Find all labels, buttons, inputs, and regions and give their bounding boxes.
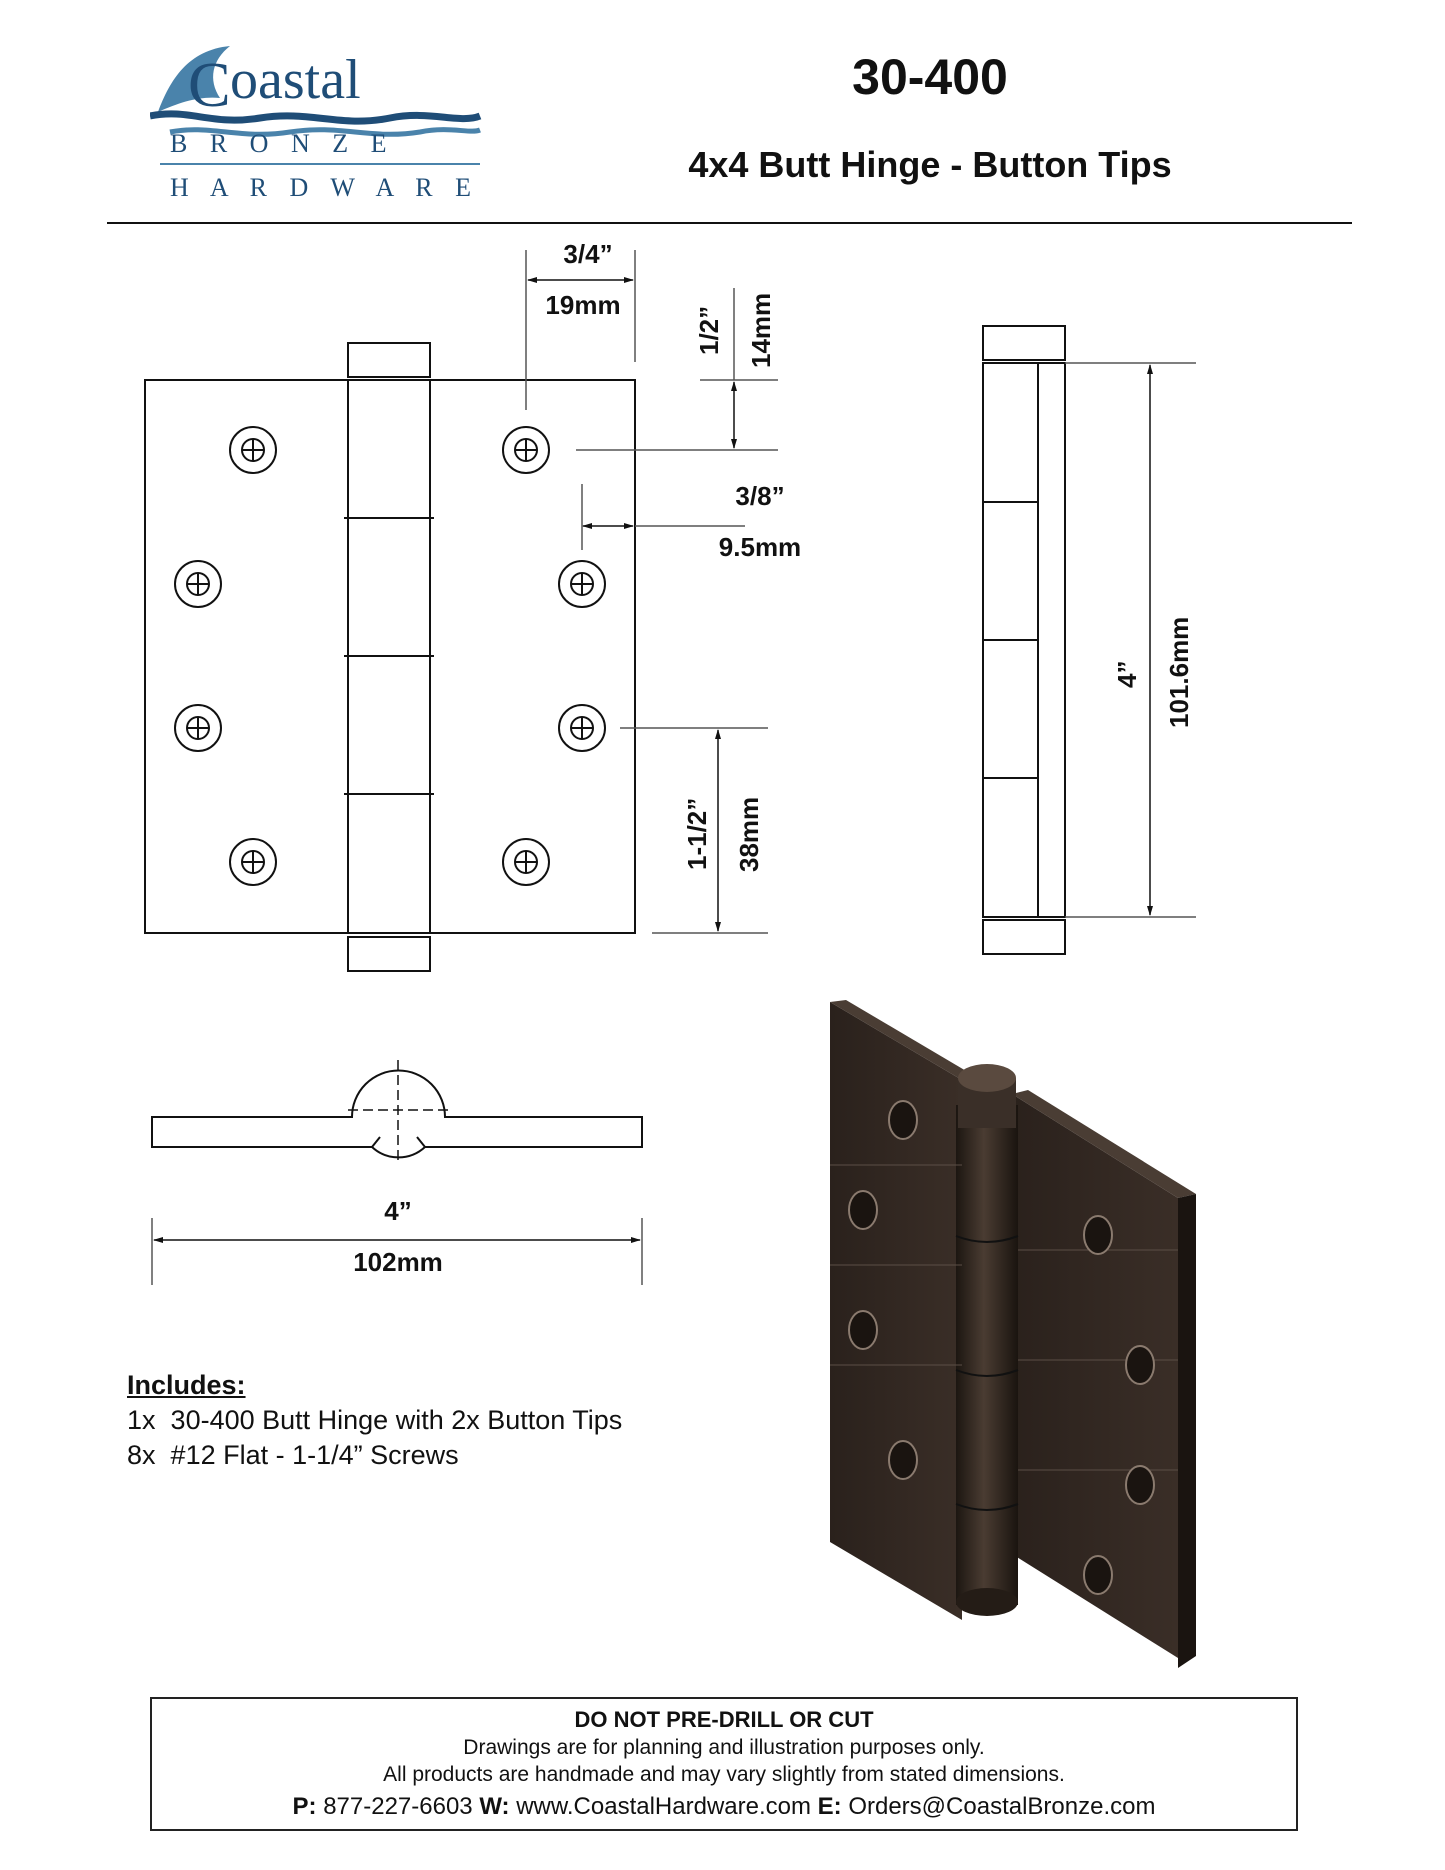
top-view	[152, 1071, 642, 1158]
screw-hole	[503, 427, 549, 473]
footer-notice-box	[150, 1697, 1298, 1831]
dim-label-knuckle-mm: 19mm	[545, 290, 621, 320]
website-link[interactable]: www.CoastalHardware.com	[516, 1793, 811, 1820]
includes-item-qty: 8x	[127, 1440, 156, 1470]
includes-section	[127, 1368, 687, 1473]
includes-item-qty: 1x	[127, 1405, 156, 1435]
dim-label-width-mm: 102mm	[353, 1247, 443, 1277]
includes-item	[127, 1403, 687, 1438]
render-left-leaf	[830, 1002, 962, 1620]
top-view-notch	[372, 1137, 380, 1147]
includes-title: Includes:	[127, 1370, 246, 1400]
footer-warning: DO NOT PRE-DRILL OR CUT	[574, 1707, 874, 1732]
email-label: E:	[817, 1793, 842, 1820]
screw-hole	[503, 839, 549, 885]
top-view-profile	[152, 1071, 642, 1158]
dim-label-edge-mm: 9.5mm	[718, 532, 802, 562]
side-top-tip	[983, 326, 1065, 360]
dim-label-knuckle-in: 3/4”	[563, 239, 613, 269]
phone-label: P:	[292, 1793, 317, 1820]
logo-hardware-text: H A R D W A R E	[170, 173, 480, 202]
logo-initial: C	[188, 49, 231, 120]
includes-item	[127, 1438, 687, 1473]
dim-label-top-mm: 14mm	[746, 292, 776, 368]
top-view-centerline	[348, 1060, 450, 1160]
render-right-leaf-edge	[1178, 1194, 1196, 1668]
render-barrel	[956, 1105, 1018, 1605]
dim-label-bottom-in: 1-1/2”	[682, 797, 712, 870]
dim-label-bottom-mm: 38mm	[734, 796, 764, 872]
bottom-button-tip	[348, 937, 430, 971]
screw-hole	[230, 839, 276, 885]
screw-hole	[559, 561, 605, 607]
part-number: 30-400	[852, 49, 1008, 105]
dim-label-width-in: 4”	[384, 1196, 412, 1226]
dim-label-height-mm: 101.6mm	[1164, 616, 1194, 728]
screw-hole	[230, 427, 276, 473]
side-bottom-tip	[983, 920, 1065, 954]
screw-hole	[175, 561, 221, 607]
dim-label-edge-in: 3/8”	[735, 481, 785, 511]
dim-knuckle-width	[526, 250, 635, 410]
logo-brand-text: oastal	[230, 49, 361, 111]
footer-disclaimer-1: Drawings are for planning and illustration purposes only.	[463, 1736, 985, 1759]
screw-hole	[175, 705, 221, 751]
product-title: 4x4 Butt Hinge - Button Tips	[688, 144, 1172, 185]
side-view	[983, 326, 1065, 954]
includes-item-desc: 30-400 Butt Hinge with 2x Button Tips	[170, 1405, 623, 1435]
email-link[interactable]: Orders@CoastalBronze.com	[848, 1793, 1156, 1820]
includes-item-desc: #12 Flat - 1-1/4” Screws	[170, 1440, 459, 1470]
front-view	[145, 343, 635, 971]
render-top-tip	[958, 1064, 1016, 1092]
top-view-notch	[417, 1137, 425, 1147]
dim-label-top-in: 1/2”	[694, 305, 724, 355]
logo-bronze-text: B R O N Z E	[170, 129, 395, 158]
top-button-tip	[348, 343, 430, 377]
web-label: W:	[479, 1793, 510, 1820]
hinge-3d-render	[830, 1000, 1196, 1668]
screw-hole	[559, 705, 605, 751]
footer-disclaimer-2: All products are handmade and may vary slightly from stated dimensions.	[383, 1763, 1065, 1786]
phone-number[interactable]: 877-227-6603	[323, 1793, 473, 1820]
render-bottom-tip	[956, 1588, 1018, 1616]
footer-contact	[152, 1793, 1296, 1821]
dim-label-height-in: 4”	[1112, 660, 1142, 688]
